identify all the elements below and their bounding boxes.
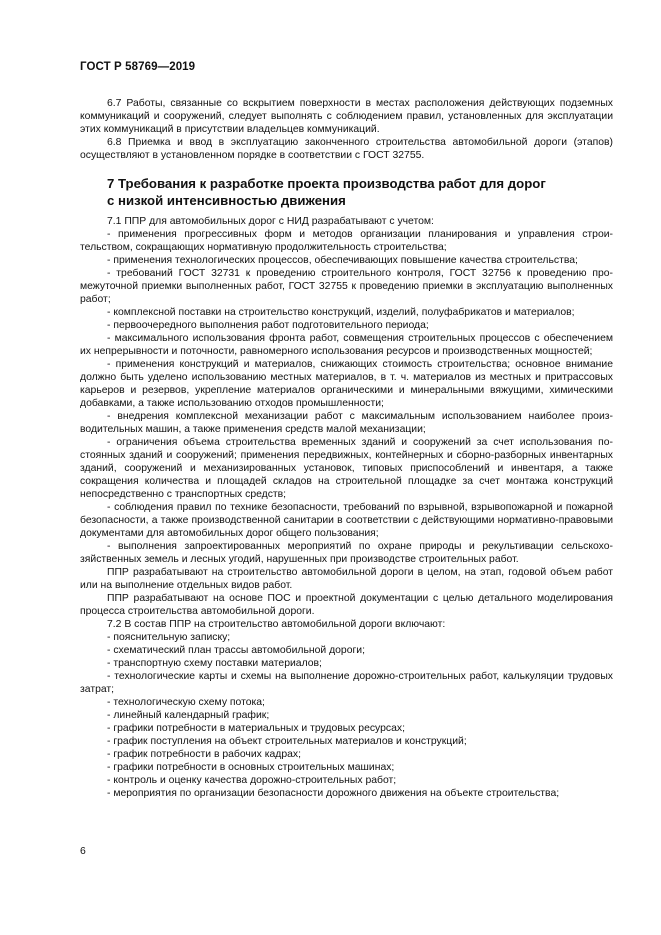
list-item: - максимального использования фронта работ, совмещения строительных процессов с обеспечением их непрерывности и поточности, равномерного использования ресурсов и производственных мощностей; — [80, 333, 613, 357]
paragraph: 7.2 В состав ППР на строительство автомобильной дороги включают: — [107, 619, 446, 630]
list-item: - технологические карты и схемы на выполнение дорожно-строительных работ, калькуляции трудовых затрат; — [80, 671, 613, 695]
list-item: - комплексной поставки на строительство конструкций, изделий, полуфабрикатов и материалов; — [107, 307, 575, 318]
paragraph: 7.1 ППР для автомобильных дорог с НИД разрабатывают с учетом: — [107, 216, 434, 227]
paragraph: 6.7 Работы, связанные со вскрытием поверхности в местах расположения действующих подземных коммуникаций и сооружений, следует выполнять с соблюдением правил, установленных для эксплуатации этих коммуникаций в присутствии владельцев коммуникаций. — [80, 98, 613, 135]
list-item: - применения технологических процессов, обеспечивающих повышение качества строительства; — [107, 255, 578, 266]
list-item: - графики потребности в основных строительных машинах; — [107, 762, 395, 773]
section-title — [80, 176, 613, 209]
list-item: - применения прогрессивных форм и методов организации планирования и управления строительством, сокращающих нормативную продолжительность строительства; — [80, 229, 613, 253]
list-item: - ограничения объема строительства временных зданий и сооружений за счет использования постоянных зданий и сооружений; применения передвижных, контейнерных и сборно-разборных инвентарных зданий, сооружений и механизированных установок, типовых приспособлений и инвентаря, а также сокращения количества и площадей складов на строительной площадке за счет монтажа конструкций непосредственно с транспортных средств; — [80, 437, 613, 500]
list-item: - транспортную схему поставки материалов; — [107, 658, 322, 669]
list-item: - пояснительную записку; — [107, 632, 231, 643]
list-item: - мероприятия по организации безопасности дорожного движения на объекте строительства; — [107, 788, 560, 799]
list-item: - графики потребности в материальных и трудовых ресурсах; — [107, 723, 405, 734]
list-item: - требований ГОСТ 32731 к проведению строительного контроля, ГОСТ 32756 к проведению промежуточной приемки выполненных работ, ГОСТ 32755 к проведению приемки в эксплуатацию выполненных работ; — [80, 268, 613, 305]
list-item: - контроль и оценку качества дорожно-строительных работ; — [107, 775, 397, 786]
page-number: 6 — [80, 846, 86, 857]
document-code: ГОСТ Р 58769—2019 — [80, 61, 196, 73]
list-item: - график поступления на объект строительных материалов и конструкций; — [107, 736, 467, 747]
list-item: - соблюдения правил по технике безопасности, требований по взрывной, взрывопожарной и пожарной безопасности, а также производственной санитарии в соответствии с действующими нормативно-правовыми документами для автомобильных дорог общего пользования; — [80, 502, 613, 539]
section-title-line: с низкой интенсивностью движения — [107, 192, 346, 208]
paragraph: 6.8 Приемка и ввод в эксплуатацию законченного строительства автомобильной дороги (этапов) осуществляют в установленном порядке в соответствии с ГОСТ 32755. — [80, 137, 613, 161]
list-item: - применения конструкций и материалов, снижающих стоимость строительства; основное внимание должно быть уделено использованию местных материалов, в т. ч. материалов из местных и притрассовых карьеров и резервов, укрепление материалов органическими и минеральными вяжущими, химическими добавками, а также использованию отходов промышленности; — [80, 359, 613, 409]
page-content — [80, 97, 613, 800]
paragraph: ППР разрабатывают на строительство автомобильной дороги в целом, на этап, годовой объем работ или на выполнение отдельных видов работ. — [80, 567, 613, 591]
list-item: - первоочередного выполнения работ подготовительного периода; — [107, 320, 429, 331]
list-item: - технологическую схему потока; — [107, 697, 265, 708]
list-item: - выполнения запроектированных мероприятий по охране природы и рекультивации сельскохозяйственных земель и лесных угодий, нарушенных при производстве строительных работ. — [80, 541, 613, 565]
list-item: - внедрения комплексной механизации работ с максимальным использованием наиболее производительных машин, а также применения средств малой механизации; — [80, 411, 613, 435]
list-item: - график потребности в рабочих кадрах; — [107, 749, 301, 760]
list-item: - линейный календарный график; — [107, 710, 270, 721]
paragraph: ППР разрабатывают на основе ПОС и проектной документации с целью детального моделирования процесса строительства автомобильной дороги. — [80, 593, 613, 617]
section-title-line: 7 Требования к разработке проекта производства работ для дорог — [107, 176, 546, 191]
list-item: - схематический план трассы автомобильной дороги; — [107, 645, 365, 656]
